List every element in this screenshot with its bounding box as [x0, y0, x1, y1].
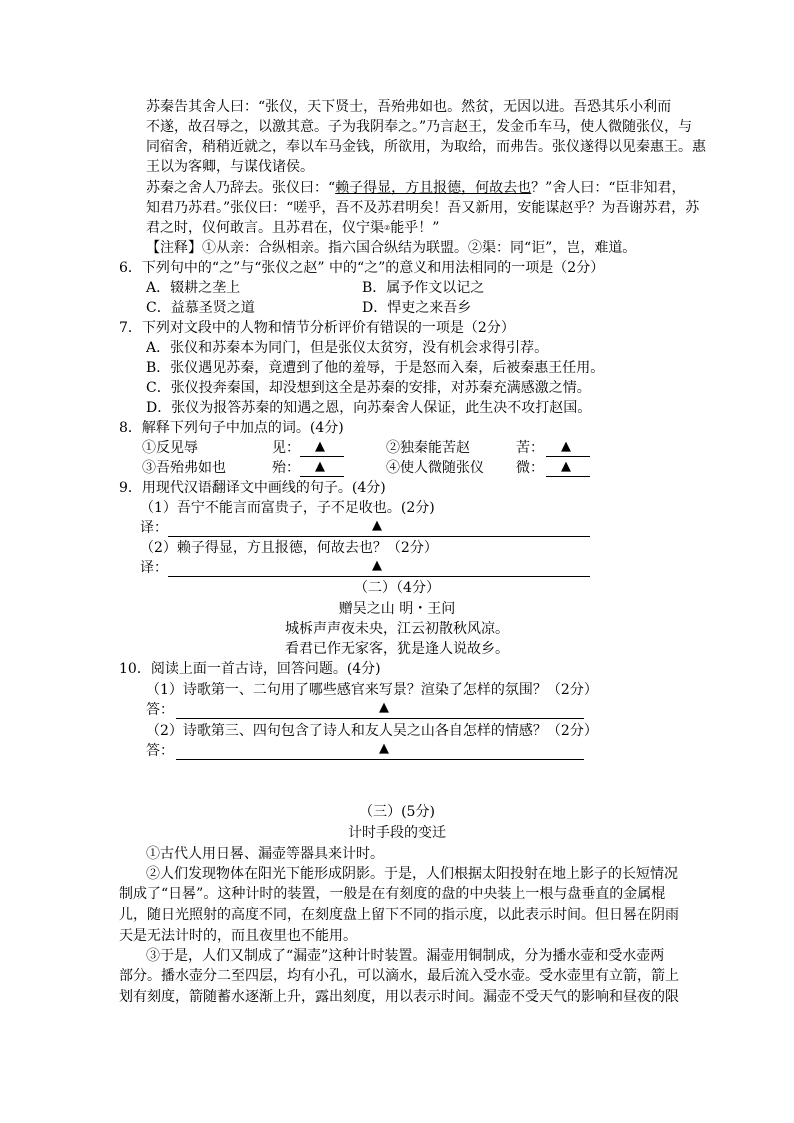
- article-title: 计时手段的变迁: [348, 825, 446, 841]
- option-a: A．辍耕之垄上: [146, 280, 241, 296]
- article-line: 儿，随日光照射的高度不同，在刻度盘上留下不同的指示度，以此表示时间。但日晷在阴雨: [119, 907, 679, 923]
- footnote-marker: ②: [384, 224, 391, 232]
- passage-text: 苏秦之舍人乃辞去。张仪曰：“: [146, 180, 336, 196]
- q10-label-2: 答：: [146, 743, 174, 759]
- poem-title: 赠吴之山 明・王问: [338, 601, 456, 617]
- q8-sentence-4: ④使人微随张仪: [386, 460, 484, 476]
- passage-line: 苏秦告其舍人曰：“张仪，天下贤士，吾殆弗如也。然贫，无因以进。吾恐其乐小利而: [146, 99, 672, 115]
- article-line: 天是无法计时的，而且夜里也不能用。: [119, 928, 357, 944]
- q9-item-2: （2）赖子得显，方且报德，何故去也？（2分）: [140, 540, 438, 556]
- option-d: D．张仪为报答苏秦的知遇之恩，向苏秦舍人保证，此生决不攻打赵国。: [146, 400, 592, 416]
- passage-line: 不遂，故召辱之，以激其意。子为我阴奉之。”乃言赵王，发金币车马，使人微随张仪，与: [146, 119, 693, 135]
- q8-sentence-2: ②独秦能苦赵: [386, 440, 470, 456]
- passage-text: 能乎！”: [390, 220, 440, 236]
- passage-line: 王以为客卿，与谋伐诸侯。: [146, 159, 314, 175]
- option-c: C．张仪投奔秦国，却没想到这全是苏秦的安排，对苏秦充满感激之情。: [146, 380, 591, 396]
- passage-line: [146, 218, 439, 238]
- question-7-stem: 7．下列对文段中的人物和情节分析评价有错误的一项是（2分）: [119, 320, 515, 336]
- q9-label-2: 译：: [140, 560, 168, 576]
- article-line: 部分。播水壶分二至四层，均有小孔，可以滴水，最后流入受水壶。受水壶里有立箭，箭上: [119, 968, 679, 984]
- answer-marker: ▲: [372, 518, 382, 533]
- poem-line: 看君已作无家客，犹是逢人说故乡。: [285, 641, 509, 657]
- underlined-sentence: 赖子得显，方且报德，何故去也: [335, 180, 532, 196]
- option-c: C．益慕圣贤之道: [146, 300, 255, 316]
- article-line: 制成了“日晷”。这种计时的装置，一般是在有刻度的盘的中央装上一根与盘垂直的金属棍: [119, 886, 666, 902]
- option-a: A．张仪和苏秦本为同门，但是张仪太贫穷，没有机会求得引荐。: [146, 340, 549, 356]
- q9-item-1: （1）吾宁不能言而富贵子，子不足收也。(2分): [140, 500, 435, 516]
- q9-label-1: 译：: [140, 520, 168, 536]
- answer-marker: ▲: [315, 439, 325, 454]
- answer-marker: ▲: [315, 459, 325, 474]
- answer-marker: ▲: [379, 700, 389, 715]
- q10-label-1: 答：: [146, 702, 174, 718]
- q8-word-3: 殆：: [272, 460, 300, 476]
- q10-item-1: （1）诗歌第一、二句用了哪些感官来写景？渲染了怎样的氛围？（2分）: [146, 682, 598, 698]
- question-8-stem: 8．解释下列句子中加点的词。(4分): [119, 420, 344, 436]
- article-line: ②人们发现物体在阳光下能形成阴影。于是，人们根据太阳投射在地上影子的长短情况: [146, 866, 678, 882]
- question-10-stem: 10．阅读上面一首古诗，回答问题。(4分): [119, 661, 381, 677]
- article-line: ①古代人用日晷、漏壶等器具来计时。: [146, 846, 384, 862]
- passage-text: ？”舍人曰：“臣非知君，: [531, 180, 686, 196]
- passage-line: 同宿舍，稍稍近就之，奉以车马金钱，所欲用，为取给，而弗告。张仪遂得以见秦惠王。惠: [146, 139, 706, 155]
- section-2-heading: （二）（4分）: [354, 580, 440, 596]
- answer-marker: ▲: [372, 558, 382, 573]
- poem-line: 城柝声声夜未央，江云初散秋风凉。: [285, 621, 509, 637]
- q8-word-1: 见：: [272, 440, 300, 456]
- q8-sentence-1: ①反见辱: [142, 440, 198, 456]
- passage-text: 君之时，仪何敢言。且苏君在，仪宁渠: [146, 220, 384, 236]
- q8-word-4: 微：: [516, 460, 544, 476]
- passage-line: [146, 178, 686, 198]
- answer-marker: ▲: [561, 439, 571, 454]
- question-6-stem: 6．下列句中的“之”与“张仪之赵” 中的“之”的意义和用法相同的一项是（2分）: [119, 260, 605, 276]
- q8-word-2: 苦：: [516, 440, 544, 456]
- option-d: D．悍吏之来吾乡: [362, 300, 472, 316]
- passage-line: 知君乃苏君。”张仪曰：“嗟乎，吾不及苏君明矣！吾又新用，安能谋赵乎？为吾谢苏君，苏: [146, 200, 700, 216]
- q8-sentence-3: ③吾殆弗如也: [142, 460, 226, 476]
- answer-marker: ▲: [561, 459, 571, 474]
- article-line: 划有刻度，箭随蓄水逐渐上升，露出刻度，用以表示时间。漏壶不受天气的影响和昼夜的限: [119, 989, 679, 1005]
- answer-marker: ▲: [379, 741, 389, 756]
- option-b: B．张仪遇见苏秦，竟遭到了他的羞辱，于是怒而入秦，后被秦惠王任用。: [146, 360, 605, 376]
- note-line: 【注释】①从亲：合纵相亲。指六国合纵结为联盟。②渠：同“讵”，岂，难道。: [146, 240, 637, 256]
- question-9-stem: 9．用现代汉语翻译文中画线的句子。(4分): [119, 480, 386, 496]
- q10-item-2: （2）诗歌第三、四句包含了诗人和友人吴之山各自怎样的情感？（2分）: [146, 723, 598, 739]
- option-b: B．属予作文以记之: [362, 280, 485, 296]
- section-3-heading: （三）(5分): [359, 804, 435, 820]
- article-line: ③于是，人们又制成了“漏壶”这种计时装置。漏壶用铜制成，分为播水壶和受水壶两: [146, 948, 665, 964]
